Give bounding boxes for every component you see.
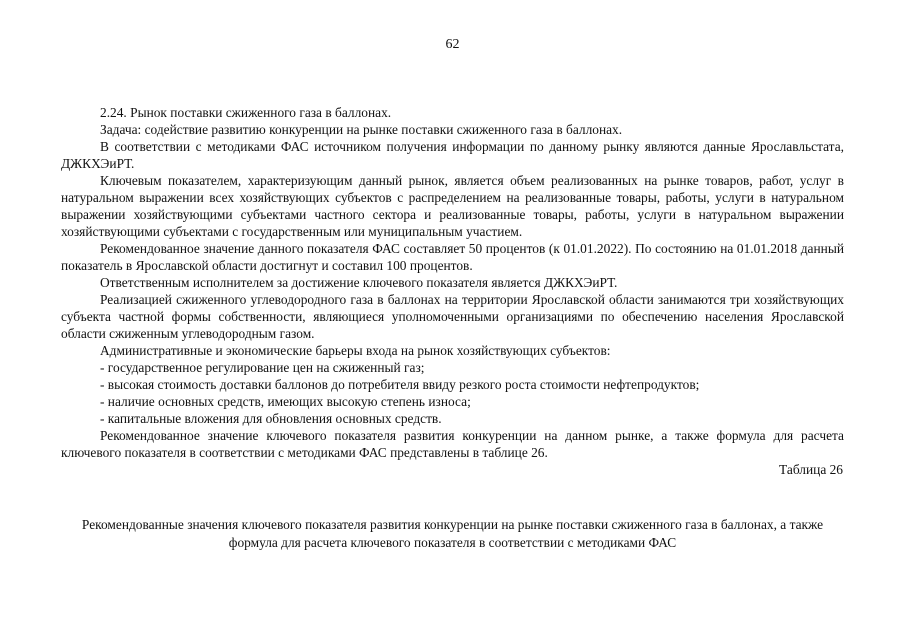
barrier-list-item: - государственное регулирование цен на сжиженный газ; [100,360,425,375]
market-participants-paragraph: Реализацией сжиженного углеводородного газа в баллонах на территории Ярославской области занимаются три хозяйствующих субъекта частной формы собственности, являющиеся уполномоченными организациями по обеспечению населения Ярославской области сжиженным углеводородным газом. [61,292,844,341]
source-paragraph: В соответствии с методиками ФАС источником получения информации по данному рынку являются данные Ярославльстата, ДЖКХЭиРТ. [61,139,844,171]
page-number: 62 [445,37,460,52]
barrier-list-item: - высокая стоимость доставки баллонов до потребителя ввиду резкого роста стоимости нефтепродуктов; [100,377,700,392]
recommended-value-paragraph: Рекомендованное значение данного показателя ФАС составляет 50 процентов (к 01.01.2022). По состоянию на 01.01.2018 данный показатель в Ярославской области достигнут и составил 100 процентов. [61,241,844,273]
barriers-intro-paragraph: Административные и экономические барьеры входа на рынок хозяйствующих субъектов: [100,343,611,358]
closing-paragraph: Рекомендованное значение ключевого показателя развития конкуренции на данном рынке, а также формула для расчета ключевого показателя в соответствии с методиками ФАС представлены в таблице 26. [61,428,844,460]
table-label: Таблица 26 [779,462,843,477]
table-caption: Рекомендованные значения ключевого показателя развития конкуренции на рынке поставки сжиженного газа в баллонах, а также формула для расчета ключевого показателя в соответствии с методиками ФАС [81,517,824,550]
task-paragraph: Задача: содействие развитию конкуренции на рынке поставки сжиженного газа в баллонах. [100,122,623,137]
barrier-list-item: - наличие основных средств, имеющих высокую степень износа; [100,394,471,409]
document-body [61,104,844,478]
section-heading: 2.24. Рынок поставки сжиженного газа в баллонах. [100,105,392,120]
responsible-paragraph: Ответственным исполнителем за достижение ключевого показателя является ДЖКХЭиРТ. [100,275,618,290]
indicator-paragraph: Ключевым показателем, характеризующим данный рынок, является объем реализованных на рынке товаров, работ, услуг в натуральном выражении всех хозяйствующих субъектов с распределением на реализованные товары, работы, услуги в натуральном выражении хозяйствующими субъектами частного сектора и реализованные товары, работы, услуги в натуральном выражении хозяйствующими субъектами с государственным или муниципальным участием. [61,173,844,239]
barrier-list-item: - капитальные вложения для обновления основных средств. [100,411,442,426]
